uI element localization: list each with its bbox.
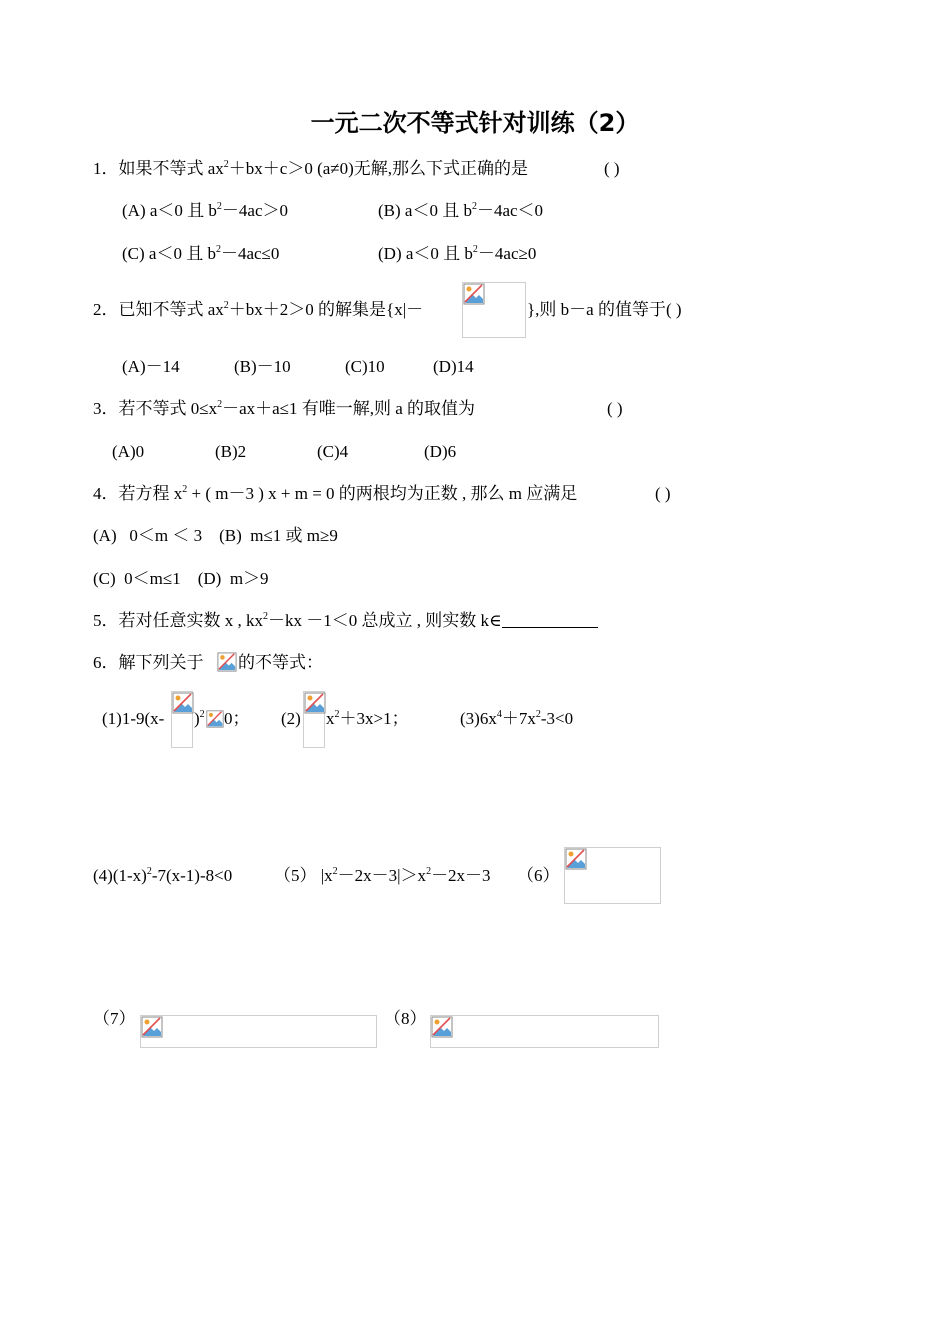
question-5-stem: 5．若对任意实数 x , $kx^2-kx -1<0$ 总成立 , 则实数 k∈ <box>93 611 598 631</box>
question-6-stem: 6．解下列关于 <box>93 653 204 672</box>
question-4-paren: ( ) <box>655 484 671 503</box>
question-3-stem: 3．若不等式 $0\le x^2-ax+a\le 1$ 有唯一解,则 a 的取值为 <box>93 399 476 418</box>
inequality-5: （5） $|x^2-2x-3|>x^2-2x-3$ <box>274 866 491 885</box>
question-6-stem-end: 的不等式： <box>238 653 323 672</box>
question-1-stem: 1．如果不等式 $ax^2+bx+c>0$ (a≠0)无解,那么下式正确的是 <box>93 159 529 178</box>
broken-image-icon <box>430 1015 659 1048</box>
broken-image-icon <box>564 847 661 904</box>
question-3-option-c: (C)4 <box>317 442 349 461</box>
broken-image-icon <box>462 282 526 338</box>
question-1-paren: ( ) <box>604 159 620 178</box>
broken-image-icon <box>217 652 237 672</box>
question-1-option-d: (D) a＜0 且 $b^2-4ac\ge 0$ <box>378 244 537 263</box>
inequality-7-label: （7） <box>93 1009 136 1028</box>
inequality-1-paren: )$^2$ <box>194 709 205 728</box>
question-2-option-d: (D)14 <box>433 357 474 376</box>
broken-image-icon <box>303 691 325 748</box>
question-3-option-b: (B)2 <box>215 442 247 461</box>
question-1-option-a: (A) a＜0 且 $b^2-4ac>0$ <box>122 201 288 220</box>
inequality-2-body: $x^2+3x>1$； <box>326 709 409 728</box>
inequality-3: $(3)6x^4+7x^2-3<0$ <box>460 709 574 728</box>
question-2-stem-end: },则 b－a 的值等于( ) <box>527 300 682 319</box>
page-title: 一元二次不等式针对训练（2） <box>310 109 640 137</box>
inequality-1-end: 0； <box>224 709 250 728</box>
question-2-option-a: (A)－14 <box>122 357 180 376</box>
question-3-paren: ( ) <box>607 399 623 418</box>
broken-image-icon <box>140 1015 377 1048</box>
question-2-stem: 2．已知不等式 $ax^2+bx+2>0$ 的解集是{x|－ <box>93 300 424 319</box>
inequality-1-start: (1)1-9(x- <box>102 709 165 728</box>
answer-blank[interactable] <box>502 611 598 628</box>
inequality-6-label: （6） <box>517 866 560 885</box>
inequality-8-label: （8） <box>384 1009 427 1028</box>
question-4-stem: 4．若方程 $x^2$ + ( m－3 ) x + m = 0 的两根均为正数 , 那么 m 应满足 <box>93 484 578 503</box>
question-2-option-c: (C)10 <box>345 357 385 376</box>
question-1-option-b: (B) a＜0 且 $b^2-4ac<0$ <box>378 201 544 220</box>
question-3-option-d: (D)6 <box>424 442 457 461</box>
question-2-option-b: (B)－10 <box>234 357 291 376</box>
inequality-4: $(4)(1-x)^2-7(x-1)-8<0$ <box>93 866 233 885</box>
question-4-options-ab: (A) 0＜m ＜ 3 (B) m≤1 或 m≥9 <box>93 526 338 545</box>
inequality-2-label: (2) <box>281 709 301 728</box>
broken-image-icon <box>206 710 224 730</box>
question-4-options-cd: (C) 0＜m≤1 (D) m＞9 <box>93 569 269 588</box>
broken-image-icon <box>171 691 193 748</box>
question-3-option-a: (A)0 <box>112 442 145 461</box>
question-1-option-c: (C) a＜0 且 $b^2-4ac\le 0$ <box>122 244 280 263</box>
